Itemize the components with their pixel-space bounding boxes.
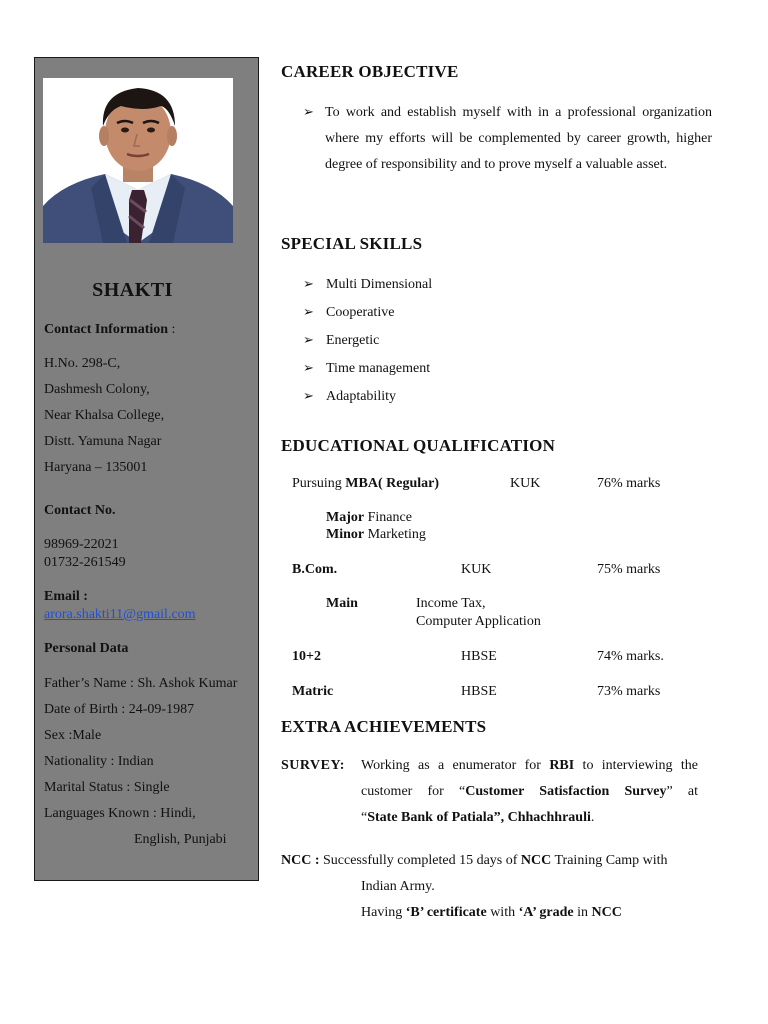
- career-objective-text: To work and establish myself with in a professional organization where my efforts will be complemented by career growth, higher degree of responsibility and to prove myself a valuable asset.: [325, 105, 712, 172]
- bcom-marks: 75% marks: [597, 562, 661, 577]
- ncc-label: NCC :: [281, 853, 320, 868]
- career-objective-heading: CAREER OBJECTIVE: [281, 62, 459, 81]
- ncc-ncc: NCC: [591, 905, 622, 920]
- survey-label: SURVEY:: [281, 758, 345, 773]
- mba-major: [326, 510, 412, 526]
- mba-minor: [326, 527, 426, 543]
- bullet-arrow-icon: ➢: [303, 360, 314, 375]
- mba-prefix: Pursuing: [292, 476, 346, 491]
- contact-information-label: Contact Information: [44, 322, 169, 337]
- profile-name: SHAKTI: [92, 279, 173, 301]
- mba-board: KUK: [510, 476, 541, 491]
- ncc-line-1: [281, 853, 668, 869]
- bullet-arrow-icon: ➢: [303, 104, 314, 119]
- twelfth-marks: 74% marks.: [597, 649, 664, 664]
- contact-no-heading: Contact No.: [44, 503, 116, 518]
- address-line-2: Dashmesh Colony,: [44, 382, 150, 397]
- survey-text-d: customer for “: [361, 784, 466, 799]
- ncc-with: with: [486, 905, 519, 920]
- ncc-having: Having: [361, 905, 406, 920]
- email-heading: Email :: [44, 589, 88, 604]
- bcom-main-value-2: Computer Application: [416, 614, 541, 629]
- email-link[interactable]: arora.shakti11@gmail.com: [44, 607, 196, 622]
- bcom-degree: B.Com.: [292, 562, 338, 577]
- skill-item: [303, 303, 394, 321]
- skill-label: Cooperative: [326, 305, 395, 320]
- ncc-grade: ‘A’ grade: [518, 905, 574, 920]
- address-line-4: Distt. Yamuna Nagar: [44, 434, 162, 449]
- languages-known: Languages Known : Hindi,: [44, 806, 196, 821]
- bullet-arrow-icon: ➢: [303, 388, 314, 403]
- extra-achievements-heading: EXTRA ACHIEVEMENTS: [281, 717, 487, 736]
- survey-title: Customer Satisfaction Survey: [465, 784, 667, 799]
- bullet-arrow-icon: ➢: [303, 332, 314, 347]
- survey-text-e: ” at: [666, 784, 698, 799]
- survey-text-a: Working as a enumerator for: [361, 758, 550, 773]
- fathers-name: Father’s Name : Sh. Ashok Kumar: [44, 676, 238, 691]
- matric-board: HBSE: [461, 684, 497, 699]
- mba-major-label: Major: [326, 510, 365, 525]
- ncc-text-a: Successfully completed 15 days of: [319, 853, 521, 868]
- address-line-5: Haryana – 135001: [44, 460, 148, 475]
- ncc-in: in: [573, 905, 592, 920]
- mba-minor-value: Marketing: [364, 527, 426, 542]
- bcom-main-value-1: Income Tax,: [416, 596, 486, 611]
- survey-line-2: [361, 784, 698, 800]
- profile-photo: [43, 78, 233, 243]
- mba-minor-label: Minor: [326, 527, 365, 542]
- languages-known-cont: English, Punjabi: [134, 832, 227, 847]
- matric-degree: Matric: [292, 684, 334, 699]
- mba-major-value: Finance: [364, 510, 412, 525]
- twelfth-degree: 10+2: [292, 649, 321, 664]
- contact-information-colon: :: [168, 322, 176, 337]
- phone-2: 01732-261549: [44, 555, 126, 570]
- survey-line-3: [361, 810, 594, 826]
- mba-degree-name: MBA( Regular): [345, 476, 439, 491]
- skill-label: Energetic: [326, 333, 380, 348]
- mba-marks: 76% marks: [597, 476, 661, 491]
- skill-label: Time management: [326, 361, 431, 376]
- bullet-arrow-icon: ➢: [303, 276, 314, 291]
- survey-line-1: [361, 758, 698, 774]
- education-heading: EDUCATIONAL QUALIFICATION: [281, 436, 556, 455]
- contact-information-heading: [44, 322, 175, 338]
- personal-data-heading: Personal Data: [44, 641, 129, 656]
- bcom-main-label: Main: [326, 596, 358, 611]
- mba-degree: [292, 476, 439, 492]
- address-line-1: H.No. 298-C,: [44, 356, 121, 371]
- skill-label: Multi Dimensional: [326, 277, 433, 292]
- sex: Sex :Male: [44, 728, 102, 743]
- survey-rbi: RBI: [549, 758, 575, 773]
- address-line-3: Near Khalsa College,: [44, 408, 165, 423]
- nationality: Nationality : Indian: [44, 754, 154, 769]
- special-skills-heading: SPECIAL SKILLS: [281, 234, 423, 253]
- skill-item: [303, 331, 379, 349]
- survey-quote-open: “: [361, 810, 368, 825]
- skill-label: Adaptability: [326, 389, 396, 404]
- skill-item: [303, 359, 430, 377]
- ncc-line-2: Indian Army.: [361, 879, 435, 894]
- skill-item: [303, 387, 396, 405]
- ncc-bold: NCC: [520, 853, 552, 868]
- matric-marks: 73% marks: [597, 684, 661, 699]
- survey-period: .: [590, 810, 595, 825]
- ncc-text-c: Training Camp with: [551, 853, 668, 868]
- survey-bank: State Bank of Patiala”, Chhachhrauli: [367, 810, 591, 825]
- twelfth-board: HBSE: [461, 649, 497, 664]
- bcom-board: KUK: [461, 562, 492, 577]
- ncc-line-3: [361, 905, 622, 921]
- phone-1: 98969-22021: [44, 537, 119, 552]
- marital-status: Marital Status : Single: [44, 780, 170, 795]
- survey-text-c: to interviewing the: [574, 758, 698, 773]
- date-of-birth: Date of Birth : 24-09-1987: [44, 702, 195, 717]
- ncc-certificate: ‘B’ certificate: [405, 905, 487, 920]
- skill-item: [303, 275, 432, 293]
- bullet-arrow-icon: ➢: [303, 304, 314, 319]
